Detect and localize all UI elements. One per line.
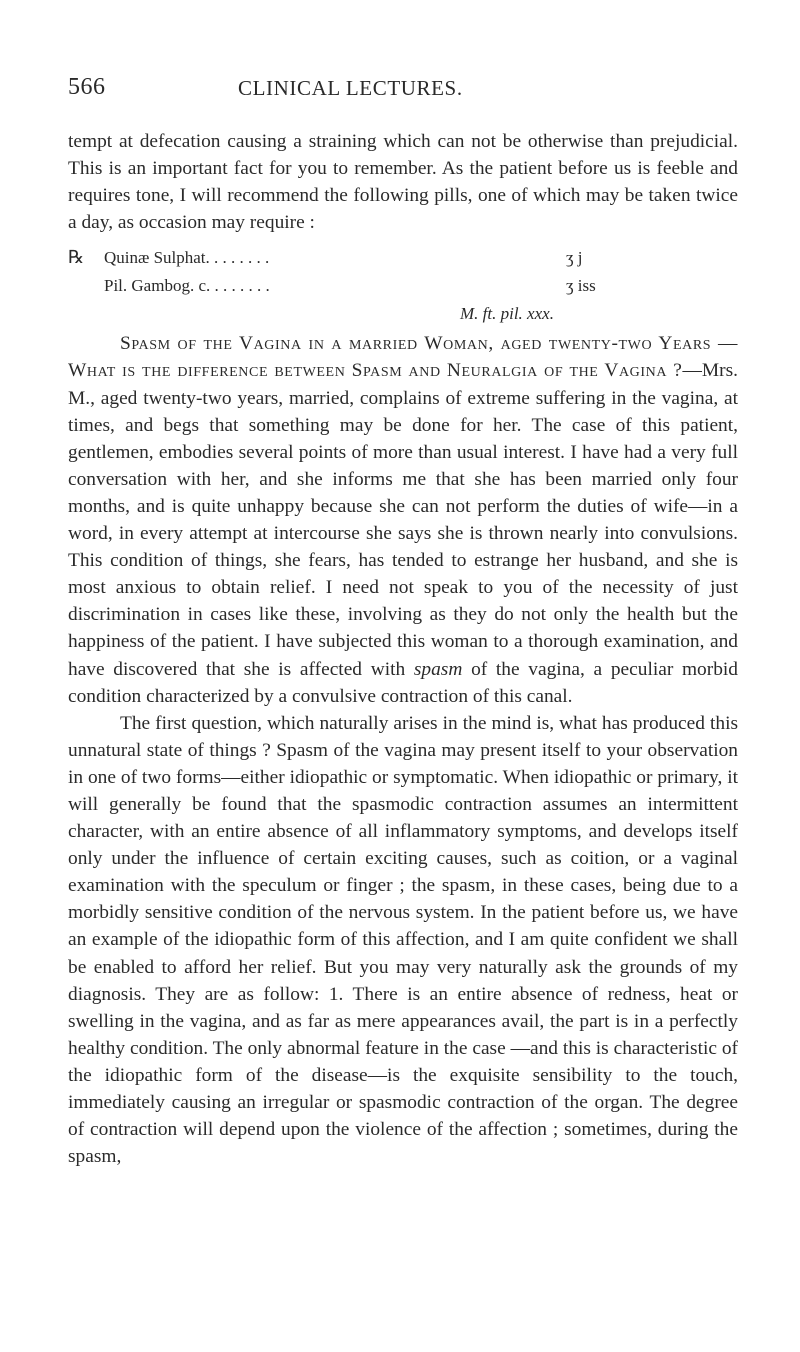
prescription-quantity: ʒ j	[566, 248, 583, 268]
paragraph-text: —Mrs. M., aged twenty-two years, married, complains of extreme suffering in the vagina, at times, and begs that something may be done for her. The case of this patient, gentlemen, embodies several points of more than usual interest. I have had a very full conversation with her, and she informs me that she has been married only four months, and is quite unhappy because she can not perform the duties of wife—in a word, in every attempt at intercourse she says she is thrown nearly into convulsions. This condition of things, she fears, has tended to estrange her husband, and she is most anxious to obtain relief. I need not speak to you of the necessity of just discrimination in cases like these, involving as they do not only the health but the happiness of the patient. I have subjected this woman to a thorough examination, and have discovered that she is affected with	[68, 360, 738, 680]
prescription-quantity: ʒ iss	[566, 276, 596, 296]
prescription-drug: Quinæ Sulphat. . . . . . . .	[104, 248, 270, 268]
page-header	[68, 74, 732, 104]
section-heading: Spasm of the Vagina in a married Woman, aged twenty-two Years —What is the difference between Spasm and Neuralgia of the Vagina ?	[68, 333, 738, 382]
paragraph-text-end: of the vagina, a peculiar morbid condition characterized by a convulsive contraction of this canal.	[68, 658, 738, 707]
prescription	[68, 244, 738, 326]
running-head: CLINICAL LECTURES.	[238, 76, 463, 100]
recipe-symbol-icon: ℞	[68, 247, 85, 268]
prescription-signature: M. ft. pil. xxx.	[460, 304, 554, 324]
paragraph: The first question, which naturally arises in the mind is, what has produced this unnatural state of things ? Spasm of the vagina may present itself to your observation in one of two forms—either idiopathic or symptomatic. When idiopathic or primary, it will generally be found that the spasmodic contraction assumes an intermittent character, with an entire absence of all inflammatory symptoms, and develops itself only under the influence of certain exciting causes, such as coition, or a vaginal examination with the speculum or finger ; the spasm, in these cases, being due to a morbidly sensitive condition of the nervous system. In the patient before us, we have an example of the idiopathic form of this affection, and I am quite confident we shall be enabled to afford her relief. But you may very naturally ask the grounds of my diagnosis. They are as follow: 1. There is an entire absence of redness, heat or swelling in the vagina, and as far as mere appearances avail, the part is in a perfectly healthy condition. The only abnormal feature in the case —and this is characteristic of the idiopathic form of the disease—is the exquisite sensibility to the touch, immediately causing an irregular or spasmodic contraction of the organ. The degree of contraction will depend upon the violence of the affection ; sometimes, during the spasm,	[68, 712, 738, 1168]
body-text	[68, 128, 738, 1170]
page-number: 566	[68, 74, 106, 100]
emphasis-term: spasm	[413, 658, 463, 680]
prescription-drug: Pil. Gambog. c. . . . . . . .	[104, 276, 270, 296]
paragraph-continuation: tempt at defecation causing a straining which can not be otherwise than prejudicial. This is an important fact for you to remember. As the patient before us is feeble and requires tone, I will recommend the following pills, one of which may be taken twice a day, as occasion may require :	[68, 131, 738, 234]
section-paragraph	[68, 330, 738, 709]
